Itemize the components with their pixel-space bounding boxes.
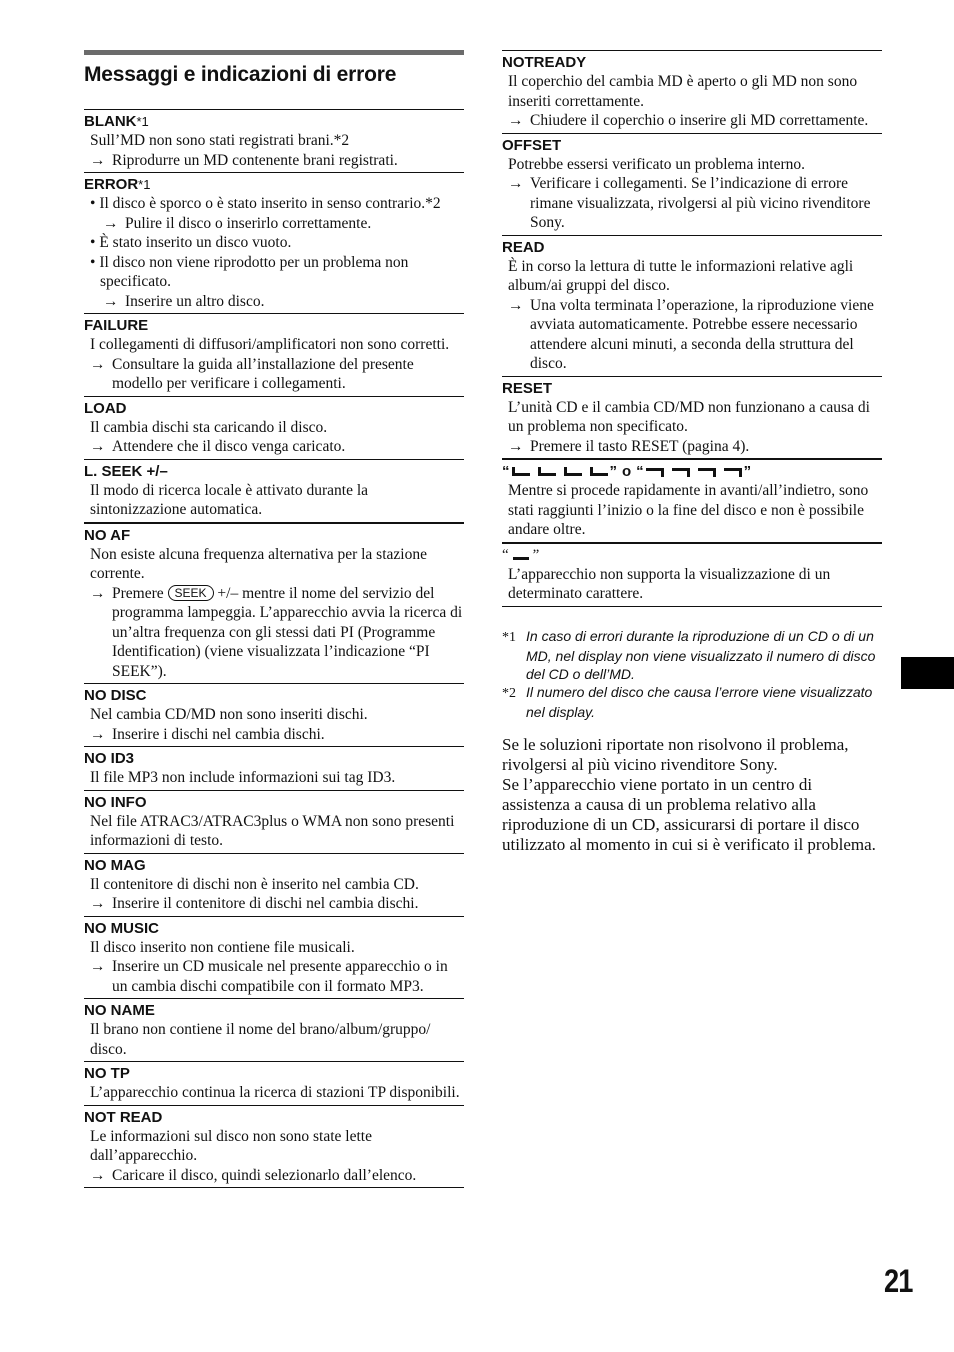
error-message-list-right	[502, 50, 882, 459]
section-header-bar	[84, 50, 464, 55]
arrow-icon: →	[90, 725, 106, 743]
action-text: Chiudere il coperchio o inserire gli MD correttamente.	[530, 112, 869, 129]
arrow-icon: →	[90, 958, 106, 975]
entry-term	[84, 856, 464, 875]
segment-top-right-icon	[724, 468, 742, 477]
footnote-1	[502, 627, 882, 683]
entry-term	[84, 1001, 464, 1020]
closing-paragraph: Se l’apparecchio viene portato in un centro di assistenza a causa di un problema relativo alla riproduzione di un CD, assicurarsi di portare il disco utilizzato al momento in cui si è verificato il problema.	[502, 774, 876, 854]
entry-term	[84, 1108, 464, 1127]
entry-action	[84, 214, 464, 234]
term-label: LOAD	[84, 399, 127, 417]
open-quote: “	[502, 546, 509, 563]
entry-term	[84, 793, 464, 812]
entry-term	[502, 379, 882, 398]
entry-description: Il modo di ricerca locale è attivato durante la sintonizzazione automatica.	[90, 481, 369, 518]
close-quote: ”	[743, 463, 752, 480]
term-label: NOT READ	[84, 1108, 163, 1126]
entry-description: L’unità CD e il cambia CD/MD non funzionano a causa di un problema non specificato.	[508, 398, 870, 435]
action-text: Una volta terminata l’operazione, la riproduzione viene avviata automaticamente. Potrebbe essere necessario attendere alcuni minuti, a seconda della struttura del disco.	[530, 296, 874, 372]
entry-action	[84, 957, 464, 996]
action-text: Premere il tasto RESET (pagina 4).	[530, 437, 750, 455]
entry-action	[84, 1166, 464, 1186]
entry-error	[84, 172, 464, 313]
entry-description: I collegamenti di diffusori/amplificatori non sono corretti.	[90, 336, 450, 353]
footnotes	[502, 627, 882, 721]
arrow-icon: →	[508, 112, 524, 129]
arrow-icon: →	[103, 292, 119, 310]
arrow-icon: →	[508, 175, 524, 192]
action-text: Inserire il contenitore di dischi nel cambia dischi.	[112, 895, 419, 912]
arrow-icon: →	[90, 895, 106, 912]
entry-term	[84, 175, 464, 194]
entry-no-info	[84, 790, 464, 853]
arrow-icon: →	[90, 584, 106, 602]
action-text: Consultare la guida all’installazione del presente modello per verificare i collegamenti.	[112, 355, 414, 392]
action-text: Caricare il disco, quindi selezionarlo dall’elenco.	[112, 1166, 417, 1184]
entry-description: Non esiste alcuna frequenza alternativa per la stazione corrente.	[90, 545, 427, 582]
term-label: NO MAG	[84, 856, 146, 874]
entry-description: Il coperchio del cambia MD è aperto o gli MD non sono inseriti correttamente.	[508, 73, 858, 110]
action-text: Riprodurre un MD contenente brani registrati.	[112, 151, 398, 169]
entry-reset	[502, 376, 882, 460]
action-text: Inserire un CD musicale nel presente apparecchio o in un cambia dischi compatibile con il formato MP3.	[112, 958, 448, 995]
entry-action	[502, 174, 882, 233]
entry-action	[84, 725, 464, 745]
entry-no-id3	[84, 746, 464, 790]
arrow-icon: →	[90, 1166, 106, 1184]
entry-action	[502, 296, 882, 374]
entry-action	[84, 584, 464, 682]
entry-no-name	[84, 998, 464, 1061]
entry-term	[502, 136, 882, 155]
entry-term	[84, 399, 464, 418]
action-text: Verificare i collegamenti. Se l’indicazione di errore rimane visualizzata, rivolgersi al più vicino rivenditore Sony.	[530, 175, 871, 231]
term-label: NO AF	[84, 526, 131, 544]
action-text: Pulire il disco o inserirlo correttamente.	[125, 214, 372, 232]
closing-text	[502, 735, 882, 855]
action-text: Attendere che il disco venga caricato.	[112, 438, 346, 455]
footnote-ref: *1	[138, 177, 151, 192]
segment-bottom-left-icon	[564, 467, 582, 476]
entry-term	[84, 112, 464, 131]
entry-action	[84, 437, 464, 457]
seek-button-icon: SEEK	[168, 585, 214, 601]
entry-term	[502, 238, 882, 257]
arrow-icon: →	[90, 355, 106, 373]
segments-display-term	[502, 462, 882, 481]
closing-paragraph: Se le soluzioni riportate non risolvono il problema, rivolgersi al più vicino rivenditore Sony.	[502, 734, 849, 774]
term-label: READ	[502, 238, 545, 256]
entry-no-mag	[84, 853, 464, 916]
term-label: RESET	[502, 379, 553, 397]
arrow-icon: →	[508, 437, 524, 455]
entry-segments-display	[502, 459, 882, 542]
left-column	[84, 50, 464, 1188]
segment-bottom-left-icon	[538, 467, 556, 476]
term-label: NOTREADY	[502, 54, 587, 71]
footnote-mark: *1	[502, 629, 516, 645]
entry-description: Il contenitore di dischi non è inserito nel cambia CD.	[90, 875, 419, 893]
entry-blank	[84, 109, 464, 172]
entry-term	[84, 686, 464, 705]
close-quote: ”	[532, 546, 540, 563]
action-text: Inserire i dischi nel cambia dischi.	[112, 725, 325, 743]
term-label: FAILURE	[84, 317, 149, 334]
entry-action	[84, 151, 464, 171]
entry-action	[502, 111, 882, 131]
term-label: ERROR	[84, 176, 139, 193]
entry-notready	[502, 50, 882, 133]
entry-term	[84, 526, 464, 545]
entry-load	[84, 396, 464, 459]
entry-failure	[84, 313, 464, 396]
term-label: L. SEEK +/–	[84, 462, 168, 480]
arrow-icon: →	[508, 296, 524, 314]
footnote-2	[502, 683, 882, 721]
entry-description: Mentre si procede rapidamente in avanti/all’indietro, sono stati raggiunti l’inizio o la fine del disco e non è possibile andare oltre.	[508, 482, 869, 538]
term-label: OFFSET	[502, 136, 562, 154]
footnote-text: In caso di errori durante la riproduzione di un CD o di un MD, nel display non viene visualizzato il numero di disco del CD o dell’MD.	[526, 627, 876, 682]
entry-no-af	[84, 522, 464, 684]
entry-action	[84, 292, 464, 312]
entry-no-tp	[84, 1061, 464, 1105]
segment-bottom-left-icon	[590, 467, 608, 476]
entry-description: Il brano non contiene il nome del brano/album/gruppo/ disco.	[90, 1021, 431, 1058]
entry-action	[84, 894, 464, 914]
segment-top-right-icon	[672, 468, 690, 477]
segment-bottom-left-icon	[512, 467, 530, 476]
bullet-item: • Il disco non viene riprodotto per un problema non specificato.	[90, 253, 409, 290]
entry-description: Il file MP3 non include informazioni sui tag ID3.	[90, 769, 396, 786]
footnote-text: Il numero del disco che causa l’errore viene visualizzato nel display.	[526, 683, 873, 720]
entry-dash-display	[502, 542, 882, 607]
dash-segment-icon	[513, 557, 529, 560]
entry-term	[84, 1064, 464, 1083]
entry-description: Le informazioni sul disco non sono state lette dall’apparecchio.	[90, 1127, 372, 1164]
term-label: NO INFO	[84, 793, 147, 811]
close-quote: ”	[609, 463, 617, 480]
dash-display-term	[502, 546, 882, 565]
arrow-icon: →	[90, 438, 106, 455]
action-text: Inserire un altro disco.	[125, 292, 265, 310]
entry-no-music	[84, 916, 464, 999]
term-label: NO TP	[84, 1065, 130, 1082]
entry-action	[84, 355, 464, 394]
entry-term	[84, 462, 464, 481]
footnote-ref: *1	[136, 114, 149, 129]
action-text: +/– mentre il nome del servizio del programma lampeggia. L’apparecchio avvia la ricerca di un’altra frequenza con gli stessi dati PI (Programme Identification) (viene visualizzata l’indicazione “PI SEEK”).	[112, 584, 463, 680]
footnote-mark: *2	[502, 685, 516, 701]
entry-description: Nel cambia CD/MD non sono inseriti dischi.	[90, 706, 368, 723]
entry-description: L’apparecchio continua la ricerca di stazioni TP disponibili.	[90, 1084, 460, 1101]
bullet-item: • È stato inserito un disco vuoto.	[90, 234, 292, 251]
page-number: 21	[884, 1263, 913, 1299]
entry-description: Il cambia dischi sta caricando il disco.	[90, 418, 328, 436]
entry-term	[502, 53, 882, 72]
open-quote: “	[636, 463, 644, 480]
section-tab-marker	[901, 657, 954, 689]
bullet-item: • Il disco è sporco o è stato inserito in senso contrario.*2	[90, 195, 441, 212]
arrow-icon: →	[90, 151, 106, 169]
bullet-text: Il disco non viene riprodotto per un problema non specificato.	[99, 253, 409, 290]
entry-description: Nel file ATRAC3/ATRAC3plus o WMA non sono presenti informazioni di testo.	[90, 812, 455, 849]
entry-read	[502, 235, 882, 376]
entry-offset	[502, 133, 882, 235]
term-label: NO DISC	[84, 687, 147, 704]
open-quote: “	[502, 463, 510, 480]
entry-l-seek	[84, 459, 464, 522]
arrow-icon: →	[103, 214, 119, 232]
entry-action	[502, 437, 882, 457]
bullet-text: È stato inserito un disco vuoto.	[99, 234, 292, 251]
entry-description: L’apparecchio non supporta la visualizzazione di un determinato carattere.	[508, 565, 831, 602]
page-title: Messaggi e indicazioni di errore	[84, 63, 397, 86]
entry-description: Potrebbe essersi verificato un problema interno.	[508, 155, 805, 173]
entry-term	[84, 749, 464, 768]
right-column	[502, 50, 882, 855]
entry-term	[84, 919, 464, 938]
or-label: o	[622, 463, 632, 480]
term-label: BLANK	[84, 113, 137, 130]
entry-term	[84, 316, 464, 335]
segment-top-right-icon	[698, 468, 716, 477]
entry-description: È in corso la lettura di tutte le informazioni relative agli album/ai gruppi del disco.	[508, 257, 854, 294]
term-label: NO NAME	[84, 1002, 155, 1019]
error-message-list-left	[84, 109, 464, 1188]
action-text: Premere	[112, 584, 164, 602]
bullet-text: Il disco è sporco o è stato inserito in senso contrario.*2	[99, 195, 441, 212]
entry-description: Sull’MD non sono stati registrati brani.*2	[90, 132, 350, 149]
term-label: NO MUSIC	[84, 919, 159, 937]
entry-not-read	[84, 1105, 464, 1189]
entry-no-disc	[84, 683, 464, 746]
entry-description: Il disco inserito non contiene file musicali.	[90, 938, 355, 956]
term-label: NO ID3	[84, 750, 135, 767]
segment-top-right-icon	[646, 468, 664, 477]
